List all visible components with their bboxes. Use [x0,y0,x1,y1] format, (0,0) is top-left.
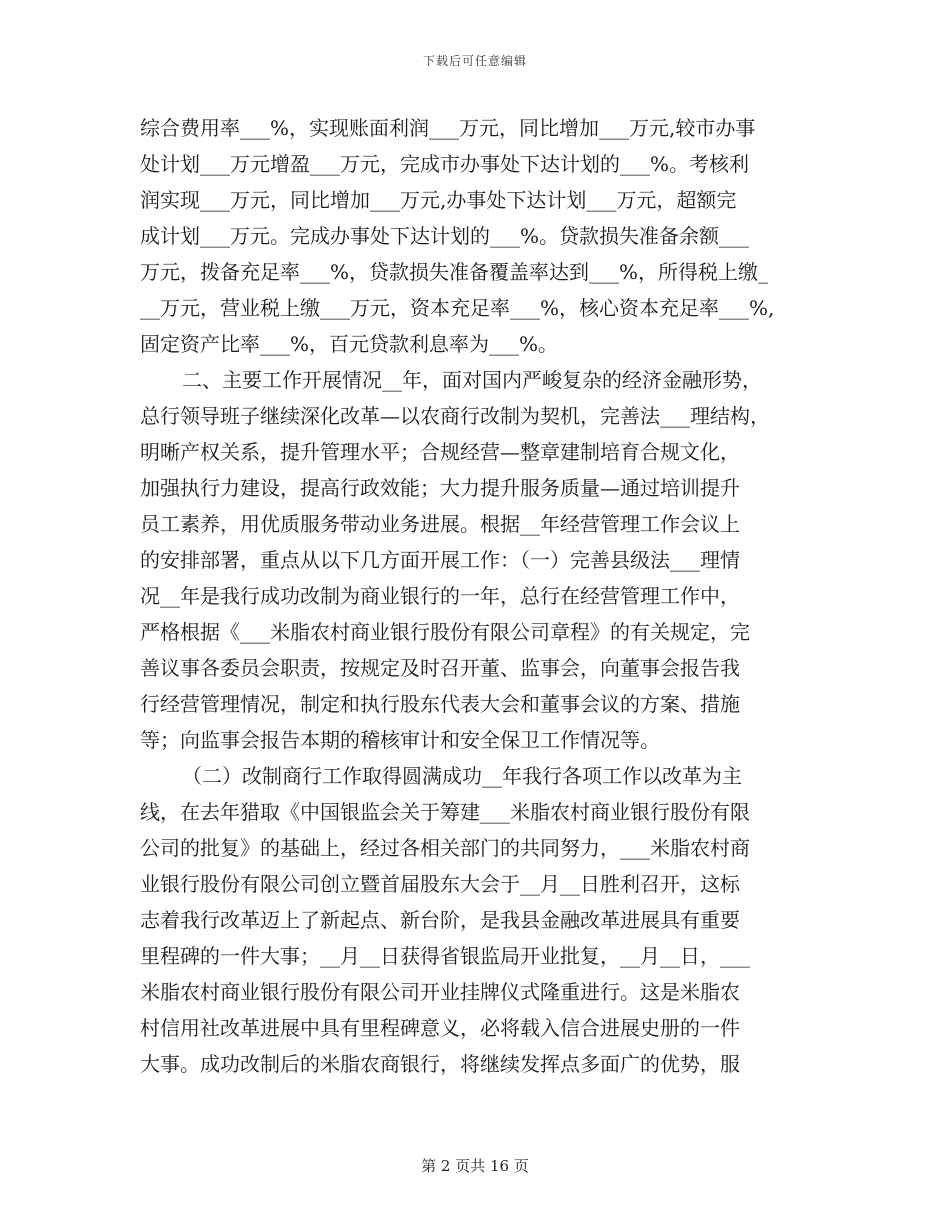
text-line: 里程碑的一件大事；__月__日获得省银监局开业批复，__月__日，___ [140,944,750,968]
text-line: 的安排部署，重点从以下几方面开展工作：（一）完善县级法___理情 [140,548,740,572]
text-line: 况__年是我行成功改制为商业银行的一年，总行在经营管理工作中， [140,584,740,608]
page-header: 下载后可任意编辑 [422,54,527,68]
page-number: 第 2 页共 16 页 [421,1157,529,1175]
text-line: 润实现___万元，同比增加___万元,办事处下达计划___万元，超额完 [140,188,737,212]
text-line: 综合费用率___%，实现账面利润___万元，同比增加___万元,较市办事 [140,116,756,140]
text-line: 严格根据《___米脂农村商业银行股份有限公司章程》的有关规定，完 [140,620,750,644]
text-line: 总行领导班子继续深化改革—以农商行改制为契机，完善法___理结构， [140,404,770,428]
text-line: 等；向监事会报告本期的稽核审计和安全保卫工作情况等。 [140,728,660,752]
text-line: 固定资产比率___%，百元贷款利息率为___%。 [140,332,559,356]
text-line: 处计划___万元增盈___万元，完成市办事处下达计划的___%。考核利 [140,152,750,176]
text-line: 行经营管理情况，制定和执行股东代表大会和董事会议的方案、措施 [140,692,740,716]
text-line: 加强执行力建设，提高行政效能；大力提升服务质量—通过培训提升 [140,476,740,500]
text-line: 大事。成功改制后的米脂农商银行，将继续发挥点多面广的优势，服 [140,1052,740,1076]
document-body [140,110,820,1082]
text-line: 公司的批复》的基础上，经过各相关部门的共同努力，___米脂农村商 [140,836,750,860]
text-line: 万元，拨备充足率___%，贷款损失准备覆盖率达到___%，所得税上缴_ [140,260,769,284]
text-line: 员工素养，用优质服务带动业务进展。根据__年经营管理工作会议上 [140,512,740,536]
text-line: 线，在去年猎取《中国银监会关于筹建___米脂农村商业银行股份有限 [140,800,750,824]
text-line: 善议事各委员会职责，按规定及时召开董、监事会，向董事会报告我 [140,656,740,680]
text-line: __万元，营业税上缴___万元，资本充足率___%，核心资本充足率___%, [140,296,775,320]
text-line: 志着我行改革迈上了新起点、新台阶，是我县金融改革进展具有重要 [140,908,740,932]
text-line: 业银行股份有限公司创立暨首届股东大会于__月__日胜利召开，这标 [140,872,740,896]
text-line: 成计划___万元。完成办事处下达计划的___%。贷款损失准备余额___ [140,224,750,248]
text-line: 明晰产权关系，提升管理水平；合规经营—整章建制培育合规文化， [140,440,740,464]
text-line: 村信用社改革进展中具有里程碑意义，必将载入信合进展史册的一件 [140,1016,740,1040]
paragraph-start-line: （二）改制商行工作取得圆满成功__年我行各项工作以改革为主 [182,764,742,788]
text-line: 米脂农村商业银行股份有限公司开业挂牌仪式隆重进行。这是米脂农 [140,980,740,1004]
paragraph-start-line: 二、主要工作开展情况__年，面对国内严峻复杂的经济金融形势， [182,368,762,392]
